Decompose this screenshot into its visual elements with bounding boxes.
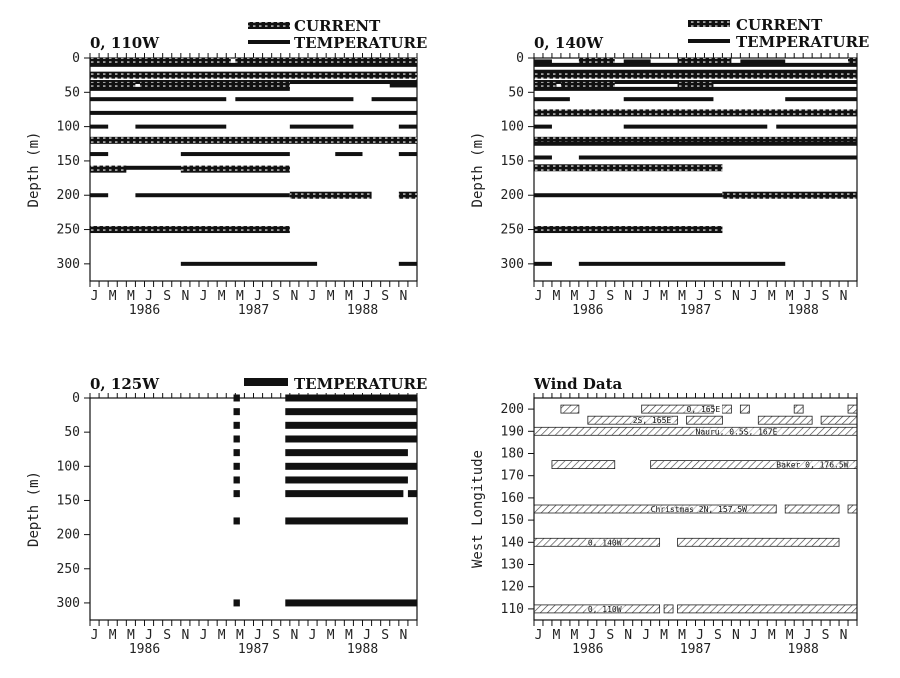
y-axis-label: West Longitude [470, 449, 486, 569]
temperature-bar [534, 142, 857, 146]
wind-data-bar [561, 405, 579, 413]
y-tick-label: 200 [56, 188, 80, 204]
chart-title-wind: Wind Data [534, 375, 623, 393]
plot-frame [90, 398, 417, 620]
chart-title-125w: 0, 125W [90, 375, 160, 393]
x-tick-label: S [381, 628, 390, 643]
y-tick-label: 160 [500, 490, 524, 506]
legend-temperature-swatch-140w [688, 39, 730, 43]
y-tick-label: 300 [500, 256, 524, 272]
temperature-bar [285, 395, 417, 402]
wind-data-bar [678, 538, 840, 546]
chart-title-140w: 0, 140W [534, 34, 604, 52]
temperature-bar [534, 193, 722, 197]
temperature-bar [399, 152, 417, 156]
temperature-bar [285, 599, 417, 606]
wind-data-bar [758, 416, 812, 424]
x-year-label: 1988 [346, 642, 379, 657]
y-tick-label: 0 [516, 51, 524, 66]
temperature-bar [740, 59, 785, 63]
y-tick-label: 100 [56, 459, 80, 475]
x-tick-label: S [821, 289, 830, 304]
x-tick-label: M [217, 628, 226, 643]
x-tick-label: M [767, 289, 776, 304]
temperature-bar [90, 193, 108, 197]
temperature-bar [181, 152, 290, 156]
current-bar [534, 109, 857, 116]
x-tick-label: J [199, 628, 208, 643]
y-tick-label: 250 [56, 561, 80, 577]
temperature-bar [90, 111, 417, 115]
x-tick-label: J [308, 289, 317, 304]
x-tick-label: M [326, 289, 335, 304]
wind-data-bar [848, 505, 857, 513]
temperature-bar [234, 422, 240, 429]
x-tick-label: M [678, 289, 686, 304]
y-tick-label: 0 [72, 51, 80, 66]
x-tick-label: S [606, 628, 615, 643]
wind-data-bar [687, 416, 723, 424]
x-tick-label: M [344, 628, 353, 643]
temperature-bar [624, 59, 651, 63]
y-tick-label: 110 [500, 601, 524, 617]
wind-data-bar [722, 405, 731, 413]
temperature-bar [785, 97, 857, 101]
wind-data-bar [785, 505, 839, 513]
temperature-bar [390, 83, 417, 87]
x-tick-label: J [90, 289, 99, 304]
current-bar [90, 137, 417, 144]
legend-temperature-swatch-125w [244, 378, 288, 386]
x-tick-label: N [290, 628, 299, 643]
x-tick-label: M [552, 628, 561, 643]
x-tick-label: J [749, 628, 758, 643]
temperature-bar [290, 125, 354, 129]
x-tick-label: M [678, 628, 686, 643]
x-tick-label: N [624, 628, 633, 643]
temperature-bar [90, 63, 417, 67]
wind-data-bar [552, 461, 615, 469]
x-tick-label: J [588, 628, 597, 643]
temperature-bar [234, 599, 240, 606]
y-tick-label: 190 [500, 424, 524, 440]
chart-title-110w: 0, 110W [90, 34, 160, 52]
x-tick-label: J [588, 289, 597, 304]
current-bar [534, 72, 857, 79]
x-tick-label: J [749, 289, 758, 304]
temperature-bar [399, 125, 417, 129]
y-axis-label: Depth (m) [26, 131, 42, 208]
x-tick-label: M [126, 289, 135, 304]
y-tick-label: 150 [500, 153, 524, 169]
x-tick-label: N [839, 628, 848, 643]
y-tick-label: 250 [500, 222, 524, 238]
temperature-bar [372, 97, 417, 101]
temperature-bar [624, 97, 714, 101]
x-tick-label: J [363, 289, 371, 304]
temperature-bar [234, 449, 240, 456]
wind-data-bar [678, 605, 857, 613]
current-bar [181, 166, 290, 173]
temperature-bar [534, 97, 570, 101]
wind-station-label: Christmas 2N, 157.5W [650, 505, 747, 514]
temperature-bar [408, 490, 417, 497]
x-tick-label: J [642, 289, 651, 304]
temperature-bar [534, 262, 552, 266]
x-tick-label: N [839, 289, 848, 304]
x-tick-label: M [108, 628, 117, 643]
wind-data-bar [664, 605, 673, 613]
x-tick-label: N [731, 628, 740, 643]
chart-panel-110w [26, 51, 417, 318]
x-tick-label: M [785, 628, 794, 643]
wind-station-label: Baker 0, 176.5W [776, 460, 849, 470]
y-tick-label: 300 [56, 256, 80, 272]
x-tick-label: M [660, 289, 669, 304]
temperature-bar [234, 408, 240, 415]
x-tick-label: J [254, 628, 262, 643]
current-bar [90, 166, 126, 173]
temperature-bar [776, 125, 857, 129]
temperature-bar [624, 125, 768, 129]
x-tick-label: M [126, 628, 135, 643]
temperature-bar [285, 463, 417, 470]
x-tick-label: S [714, 628, 722, 643]
legend-temperature-swatch-110w [248, 40, 290, 44]
y-axis-label: Depth (m) [470, 131, 486, 208]
temperature-bar [534, 63, 857, 67]
x-year-label: 1988 [787, 303, 819, 318]
y-tick-label: 170 [500, 468, 524, 484]
temperature-bar [579, 262, 785, 266]
x-tick-label: M [570, 628, 579, 643]
temperature-bar [285, 422, 417, 429]
x-tick-label: M [660, 628, 669, 643]
current-bar [290, 192, 372, 199]
x-tick-label: N [731, 289, 740, 304]
wind-station-label: 2S, 165E [632, 416, 672, 426]
x-tick-label: J [803, 289, 812, 304]
chart-panel-140w [470, 51, 857, 318]
x-year-label: 1986 [128, 642, 161, 657]
legend-temperature-label-110w: TEMPERATURE [294, 34, 428, 52]
x-year-label: 1986 [128, 303, 161, 318]
x-year-label: 1986 [572, 642, 604, 657]
temperature-bar [90, 87, 290, 91]
x-tick-label: J [642, 628, 651, 643]
current-bar [399, 192, 417, 199]
temperature-bar [90, 152, 108, 156]
temperature-bar [285, 517, 408, 524]
x-tick-label: J [254, 289, 262, 304]
temperature-bar [399, 262, 417, 266]
y-tick-label: 150 [500, 513, 524, 529]
legend-temperature-label-140w: TEMPERATURE [736, 33, 870, 51]
y-tick-label: 50 [64, 85, 80, 101]
wind-data-bar [794, 405, 803, 413]
x-tick-label: M [217, 289, 226, 304]
current-bar [722, 192, 857, 199]
x-tick-label: J [363, 628, 371, 643]
x-tick-label: J [803, 628, 812, 643]
wind-station-label: Nauru, 0.5S, 167E [695, 427, 778, 437]
x-year-label: 1986 [572, 303, 604, 318]
wind-station-label: 0, 110W [587, 604, 622, 614]
temperature-bar [181, 262, 317, 266]
temperature-bar [234, 476, 240, 483]
temperature-bar [285, 490, 403, 497]
x-tick-label: J [696, 628, 704, 643]
x-tick-label: J [90, 628, 99, 643]
temperature-bar [534, 155, 552, 159]
current-bar [90, 226, 290, 233]
y-tick-label: 0 [72, 391, 80, 406]
chart-panel-125w [26, 391, 417, 657]
current-bar [90, 72, 417, 79]
x-tick-label: S [163, 628, 172, 643]
x-tick-label: N [181, 289, 190, 304]
legend-current-swatch-140w [688, 20, 730, 27]
y-tick-label: 140 [500, 535, 524, 551]
x-tick-label: M [344, 289, 353, 304]
temperature-bar [285, 449, 408, 456]
temperature-bar [234, 463, 240, 470]
y-tick-label: 300 [56, 595, 80, 611]
x-tick-label: J [534, 628, 543, 643]
x-tick-label: S [272, 289, 281, 304]
y-tick-label: 130 [500, 557, 524, 573]
x-year-label: 1988 [787, 642, 819, 657]
y-tick-label: 50 [64, 425, 80, 441]
y-tick-label: 120 [500, 579, 524, 595]
x-tick-label: N [399, 628, 408, 643]
x-tick-label: J [534, 289, 543, 304]
y-tick-label: 200 [500, 402, 524, 418]
x-tick-label: S [381, 289, 390, 304]
x-year-label: 1987 [237, 642, 270, 657]
wind-station-label: 0, 140W [587, 538, 622, 548]
temperature-bar [234, 435, 240, 442]
temperature-bar [534, 87, 857, 91]
y-tick-label: 150 [56, 153, 80, 169]
x-tick-label: S [272, 628, 281, 643]
legend-current-label-110w: CURRENT [294, 17, 381, 35]
temperature-bar [234, 395, 240, 402]
temperature-bar [579, 155, 857, 159]
x-tick-label: M [235, 289, 244, 304]
x-tick-label: J [145, 289, 153, 304]
temperature-bar [135, 125, 226, 129]
chart-panel-wind [470, 393, 857, 657]
x-tick-label: M [767, 628, 776, 643]
x-tick-label: S [163, 289, 172, 304]
legend-current-swatch-110w [248, 22, 290, 29]
temperature-bar [534, 59, 552, 63]
wind-station-label: 0, 165E [686, 405, 721, 415]
current-bar [534, 164, 722, 171]
temperature-bar [234, 490, 240, 497]
x-year-label: 1987 [237, 303, 270, 318]
x-tick-label: N [290, 289, 299, 304]
y-tick-label: 100 [56, 119, 80, 135]
x-tick-label: J [145, 628, 153, 643]
wind-data-bar [848, 405, 857, 413]
y-axis-label: Depth (m) [26, 471, 42, 547]
temperature-bar [235, 97, 353, 101]
wind-data-bar [740, 405, 749, 413]
y-tick-label: 180 [500, 446, 524, 462]
x-tick-label: M [235, 628, 244, 643]
x-tick-label: N [624, 289, 633, 304]
x-tick-label: M [785, 289, 794, 304]
legend-temperature-label-125w: TEMPERATURE [294, 375, 428, 393]
x-year-label: 1988 [346, 303, 379, 318]
x-year-label: 1987 [679, 642, 712, 657]
x-tick-label: J [199, 289, 208, 304]
x-tick-label: S [821, 628, 830, 643]
x-tick-label: S [606, 289, 615, 304]
temperature-bar [90, 125, 108, 129]
y-tick-label: 200 [56, 527, 80, 543]
temperature-bar [285, 476, 408, 483]
x-tick-label: M [570, 289, 579, 304]
temperature-bar [335, 152, 362, 156]
wind-data-bar [821, 416, 857, 424]
x-tick-label: M [552, 289, 561, 304]
y-tick-label: 250 [56, 222, 80, 238]
x-tick-label: N [399, 289, 408, 304]
temperature-bar [135, 193, 289, 197]
y-tick-label: 200 [500, 188, 524, 204]
temperature-bar [90, 97, 226, 101]
x-year-label: 1987 [679, 303, 712, 318]
x-tick-label: J [696, 289, 704, 304]
x-tick-label: J [308, 628, 317, 643]
x-tick-label: M [326, 628, 335, 643]
temperature-bar [285, 408, 417, 415]
y-tick-label: 150 [56, 493, 80, 509]
y-tick-label: 50 [508, 85, 524, 101]
temperature-bar [234, 517, 240, 524]
legend-current-label-140w: CURRENT [736, 16, 823, 34]
current-bar [534, 226, 722, 233]
temperature-bar [285, 435, 417, 442]
x-tick-label: M [108, 289, 117, 304]
x-tick-label: S [714, 289, 722, 304]
y-tick-label: 100 [500, 119, 524, 135]
temperature-bar [534, 125, 552, 129]
x-tick-label: N [181, 628, 190, 643]
